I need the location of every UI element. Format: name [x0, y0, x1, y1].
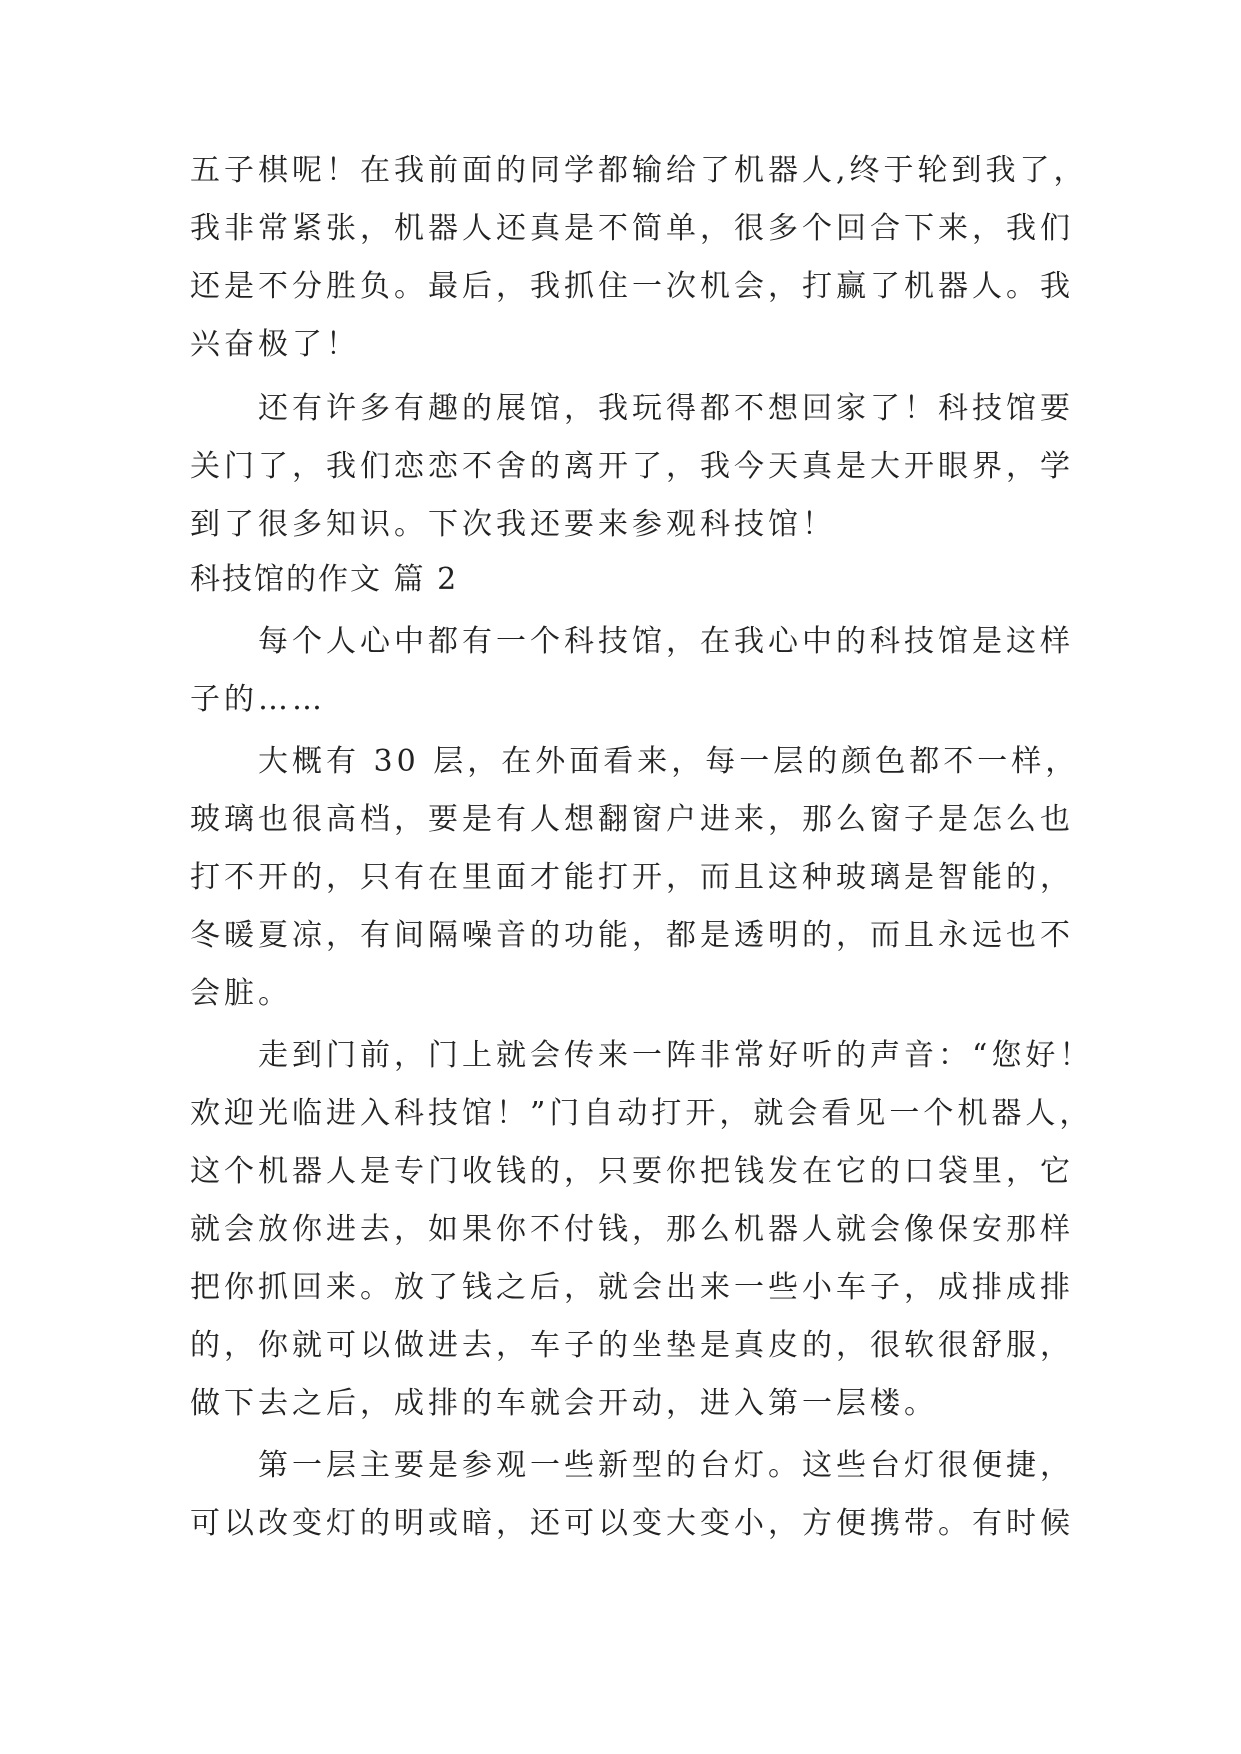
paragraph-line: 玻璃也很高档，要是有人想翻窗户进来，那么窗子是怎么也	[190, 802, 1074, 837]
paragraph-line: 可以改变灯的明或暗，还可以变大变小，方便携带。有时候	[190, 1506, 1074, 1541]
paragraph-line: 还有许多有趣的展馆，我玩得都不想回家了！科技馆要	[190, 391, 1074, 426]
paragraph-line: 五子棋呢！在我前面的同学都输给了机器人,终于轮到我了，	[190, 153, 1088, 188]
paragraph-line: 就会放你进去，如果你不付钱，那么机器人就会像保安那样	[190, 1212, 1074, 1247]
section-heading: 科技馆的作文 篇 2	[190, 562, 459, 597]
paragraph-line: 这个机器人是专门收钱的，只要你把钱发在它的口袋里，它	[190, 1154, 1074, 1189]
paragraph-line: 每个人心中都有一个科技馆，在我心中的科技馆是这样	[190, 624, 1074, 659]
paragraph-line: 欢迎光临进入科技馆！”门自动打开，就会看见一个机器人，	[190, 1096, 1094, 1131]
paragraph-line: 打不开的，只有在里面才能打开，而且这种玻璃是智能的，	[190, 860, 1074, 895]
paragraph-line: 子的……	[190, 682, 326, 717]
paragraph-line: 大概有 30 层，在外面看来，每一层的颜色都不一样，	[190, 744, 1080, 779]
paragraph-line: 还是不分胜负。最后，我抓住一次机会，打赢了机器人。我	[190, 269, 1074, 304]
paragraph-line: 我非常紧张，机器人还真是不简单，很多个回合下来，我们	[190, 211, 1074, 246]
paragraph-line: 兴奋极了！	[190, 327, 360, 362]
paragraph-line: 第一层主要是参观一些新型的台灯。这些台灯很便捷，	[190, 1448, 1074, 1483]
paragraph-line: 冬暖夏凉，有间隔噪音的功能，都是透明的，而且永远也不	[190, 918, 1074, 953]
paragraph-line: 做下去之后，成排的车就会开动，进入第一层楼。	[190, 1386, 938, 1421]
paragraph-line: 走到门前，门上就会传来一阵非常好听的声音：“您好！	[190, 1038, 1094, 1073]
paragraph-line: 会脏。	[190, 976, 292, 1011]
paragraph-line: 的，你就可以做进去，车子的坐垫是真皮的，很软很舒服，	[190, 1328, 1074, 1363]
paragraph-line: 关门了，我们恋恋不舍的离开了，我今天真是大开眼界，学	[190, 449, 1074, 484]
paragraph-line: 到了很多知识。下次我还要来参观科技馆！	[190, 507, 836, 542]
paragraph-line: 把你抓回来。放了钱之后，就会出来一些小车子，成排成排	[190, 1270, 1074, 1305]
